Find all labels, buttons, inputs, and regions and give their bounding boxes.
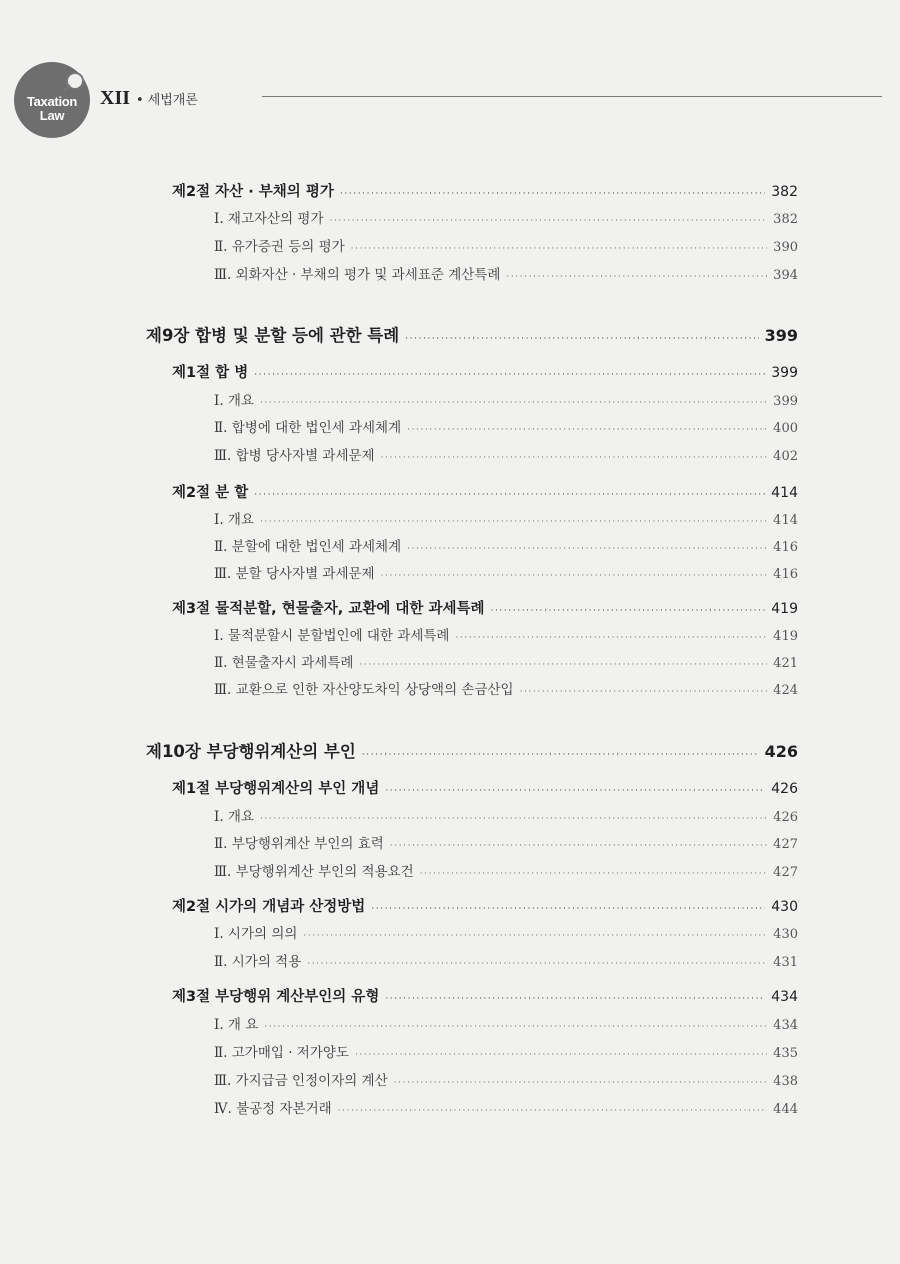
dot-leader xyxy=(385,786,765,796)
dot-leader xyxy=(260,398,767,408)
toc-item-entry xyxy=(214,678,798,696)
dot-leader xyxy=(362,750,759,760)
toc-entry-title: Ⅱ. 분할에 대한 법인세 과세체계 xyxy=(214,539,402,555)
dot-leader xyxy=(420,869,767,879)
toc-entry-page: 414 xyxy=(771,485,798,501)
toc-item-entry xyxy=(214,444,798,462)
toc-entry-page: 399 xyxy=(773,394,798,409)
dot-leader xyxy=(405,334,758,344)
toc-item-entry xyxy=(214,235,798,253)
toc-item-entry xyxy=(214,860,798,878)
toc-entry-title: Ⅲ. 합병 당사자별 과세문제 xyxy=(214,448,375,464)
toc-entry-title: Ⅲ. 부당행위계산 부인의 적용요건 xyxy=(214,864,414,880)
toc-entry-title: Ⅱ. 시가의 적용 xyxy=(214,954,302,970)
toc-item-entry xyxy=(214,389,798,407)
toc-entry-title: 제9장 합병 및 분할 등에 관한 특례 xyxy=(146,326,400,345)
toc-entry-title: 제2절 자산 · 부채의 평가 xyxy=(172,184,334,200)
separator-dot: • xyxy=(136,93,144,108)
toc-entry-title: Ⅰ. 개요 xyxy=(214,393,254,409)
dot-leader xyxy=(260,814,767,824)
toc-item-entry xyxy=(214,562,798,580)
toc-item-entry xyxy=(214,950,798,968)
dot-leader xyxy=(385,994,765,1004)
toc-entry-title: Ⅱ. 고가매입 · 저가양도 xyxy=(214,1045,349,1061)
dot-leader xyxy=(455,633,767,643)
dot-leader xyxy=(355,1050,767,1060)
toc-entry-title: Ⅰ. 시가의 의의 xyxy=(214,926,298,942)
toc-section-entry xyxy=(172,180,798,200)
toc-item-entry xyxy=(214,1097,798,1115)
toc-entry-title: 제2절 시가의 개념과 산정방법 xyxy=(172,899,366,915)
dot-leader xyxy=(303,931,767,941)
toc-entry-title: Ⅱ. 현물출자시 과세특례 xyxy=(214,655,354,671)
toc-entry-page: 427 xyxy=(773,837,798,852)
toc-item-entry xyxy=(214,1069,798,1087)
toc-entry-title: 제2절 분 할 xyxy=(172,485,249,501)
toc-item-entry xyxy=(214,651,798,669)
toc-entry-page: 426 xyxy=(773,810,798,825)
toc-item-entry xyxy=(214,508,798,526)
toc-item-entry xyxy=(214,263,798,281)
toc-entry-page: 430 xyxy=(771,899,798,915)
toc-entry-page: 434 xyxy=(773,1018,798,1033)
toc-entry-title: Ⅱ. 부당행위계산 부인의 효력 xyxy=(214,836,384,852)
dot-leader xyxy=(407,425,767,435)
toc-entry-title: Ⅰ. 개요 xyxy=(214,512,254,528)
toc-item-entry xyxy=(214,535,798,553)
toc-entry-page: 435 xyxy=(773,1046,798,1061)
dot-leader xyxy=(254,370,765,380)
toc-item-entry xyxy=(214,805,798,823)
dot-leader xyxy=(351,244,768,254)
toc-entry-title: 제1절 부당행위계산의 부인 개념 xyxy=(172,781,380,797)
logo-text: Taxation Law xyxy=(26,94,78,123)
toc-entry-page: 400 xyxy=(773,421,798,436)
toc-entry-title: Ⅰ. 개 요 xyxy=(214,1017,259,1033)
toc-section-entry xyxy=(172,777,798,797)
header-rule xyxy=(262,96,882,97)
dot-leader xyxy=(520,687,768,697)
dot-leader xyxy=(390,841,767,851)
toc-entry-page: 426 xyxy=(771,781,798,797)
toc-entry-page: 419 xyxy=(773,629,798,644)
dot-leader xyxy=(254,490,765,500)
toc-entry-title: Ⅲ. 분할 당사자별 과세문제 xyxy=(214,566,375,582)
toc-entry-page: 434 xyxy=(771,989,798,1005)
toc-section-entry xyxy=(172,895,798,915)
dot-leader xyxy=(381,571,768,581)
dot-leader xyxy=(371,904,765,914)
dot-leader xyxy=(506,272,767,282)
toc-entry-page: 421 xyxy=(773,656,798,671)
toc-section-entry xyxy=(172,597,798,617)
toc-chapter-entry xyxy=(146,322,798,344)
dot-leader xyxy=(359,660,767,670)
dot-leader xyxy=(264,1022,767,1032)
toc-entry-title: Ⅳ. 불공정 자본거래 xyxy=(214,1101,332,1117)
toc-entry-title: Ⅰ. 물적분할시 분할법인에 대한 과세특례 xyxy=(214,628,450,644)
toc-entry-title: Ⅰ. 재고자산의 평가 xyxy=(214,211,324,227)
toc-entry-page: 390 xyxy=(773,240,798,255)
book-title: 세법개론 xyxy=(147,93,198,108)
toc-item-entry xyxy=(214,832,798,850)
toc-entry-page: 382 xyxy=(771,184,798,200)
toc-entry-page: 399 xyxy=(771,365,798,381)
volume-numeral: XII xyxy=(100,87,131,109)
toc-item-entry xyxy=(214,416,798,434)
toc-entry-page: 430 xyxy=(773,927,798,942)
page-header xyxy=(0,0,900,140)
dot-leader xyxy=(307,959,767,969)
toc-entry-page: 382 xyxy=(773,212,798,227)
toc-item-entry xyxy=(214,922,798,940)
dot-leader xyxy=(330,216,768,226)
toc-item-entry xyxy=(214,1041,798,1059)
toc-entry-page: 427 xyxy=(773,865,798,880)
toc-entry-title: Ⅲ. 가지급금 인정이자의 계산 xyxy=(214,1073,388,1089)
magnifier-icon xyxy=(66,72,84,90)
toc-entry-title: Ⅱ. 유가증권 등의 평가 xyxy=(214,239,345,255)
dot-leader xyxy=(381,453,768,463)
toc-entry-page: 402 xyxy=(773,449,798,464)
toc-entry-title: 제3절 물적분할, 현물출자, 교환에 대한 과세특례 xyxy=(172,601,485,617)
toc-entry-title: 제10장 부당행위계산의 부인 xyxy=(146,742,356,761)
dot-leader xyxy=(407,544,767,554)
running-head xyxy=(100,87,198,109)
toc-entry-page: 399 xyxy=(764,326,798,345)
dot-leader xyxy=(340,189,765,199)
dot-leader xyxy=(394,1078,768,1088)
toc-item-entry xyxy=(214,1013,798,1031)
toc-entry-page: 414 xyxy=(773,513,798,528)
toc-entry-page: 431 xyxy=(773,955,798,970)
toc-item-entry xyxy=(214,207,798,225)
toc-section-entry xyxy=(172,481,798,501)
toc-entry-page: 416 xyxy=(773,540,798,555)
toc-entry-title: Ⅰ. 개요 xyxy=(214,809,254,825)
toc-entry-page: 438 xyxy=(773,1074,798,1089)
toc-entry-page: 394 xyxy=(773,268,798,283)
toc-item-entry xyxy=(214,624,798,642)
toc-chapter-entry xyxy=(146,738,798,760)
dot-leader xyxy=(338,1106,768,1116)
toc-entry-page: 424 xyxy=(773,683,798,698)
toc-section-entry xyxy=(172,361,798,381)
dot-leader xyxy=(260,517,767,527)
toc-entry-title: Ⅱ. 합병에 대한 법인세 과세체계 xyxy=(214,420,402,436)
toc-entry-page: 444 xyxy=(773,1102,798,1117)
toc-section-entry xyxy=(172,985,798,1005)
dot-leader xyxy=(490,606,765,616)
toc-entry-page: 419 xyxy=(771,601,798,617)
toc-entry-title: Ⅲ. 외화자산 · 부채의 평가 및 과세표준 계산특례 xyxy=(214,267,501,283)
toc-entry-title: 제1절 합 병 xyxy=(172,365,249,381)
toc-entry-title: Ⅲ. 교환으로 인한 자산양도차익 상당액의 손금산입 xyxy=(214,682,514,698)
toc-entry-page: 426 xyxy=(764,742,798,761)
toc-entry-page: 416 xyxy=(773,567,798,582)
toc-entry-title: 제3절 부당행위 계산부인의 유형 xyxy=(172,989,380,1005)
